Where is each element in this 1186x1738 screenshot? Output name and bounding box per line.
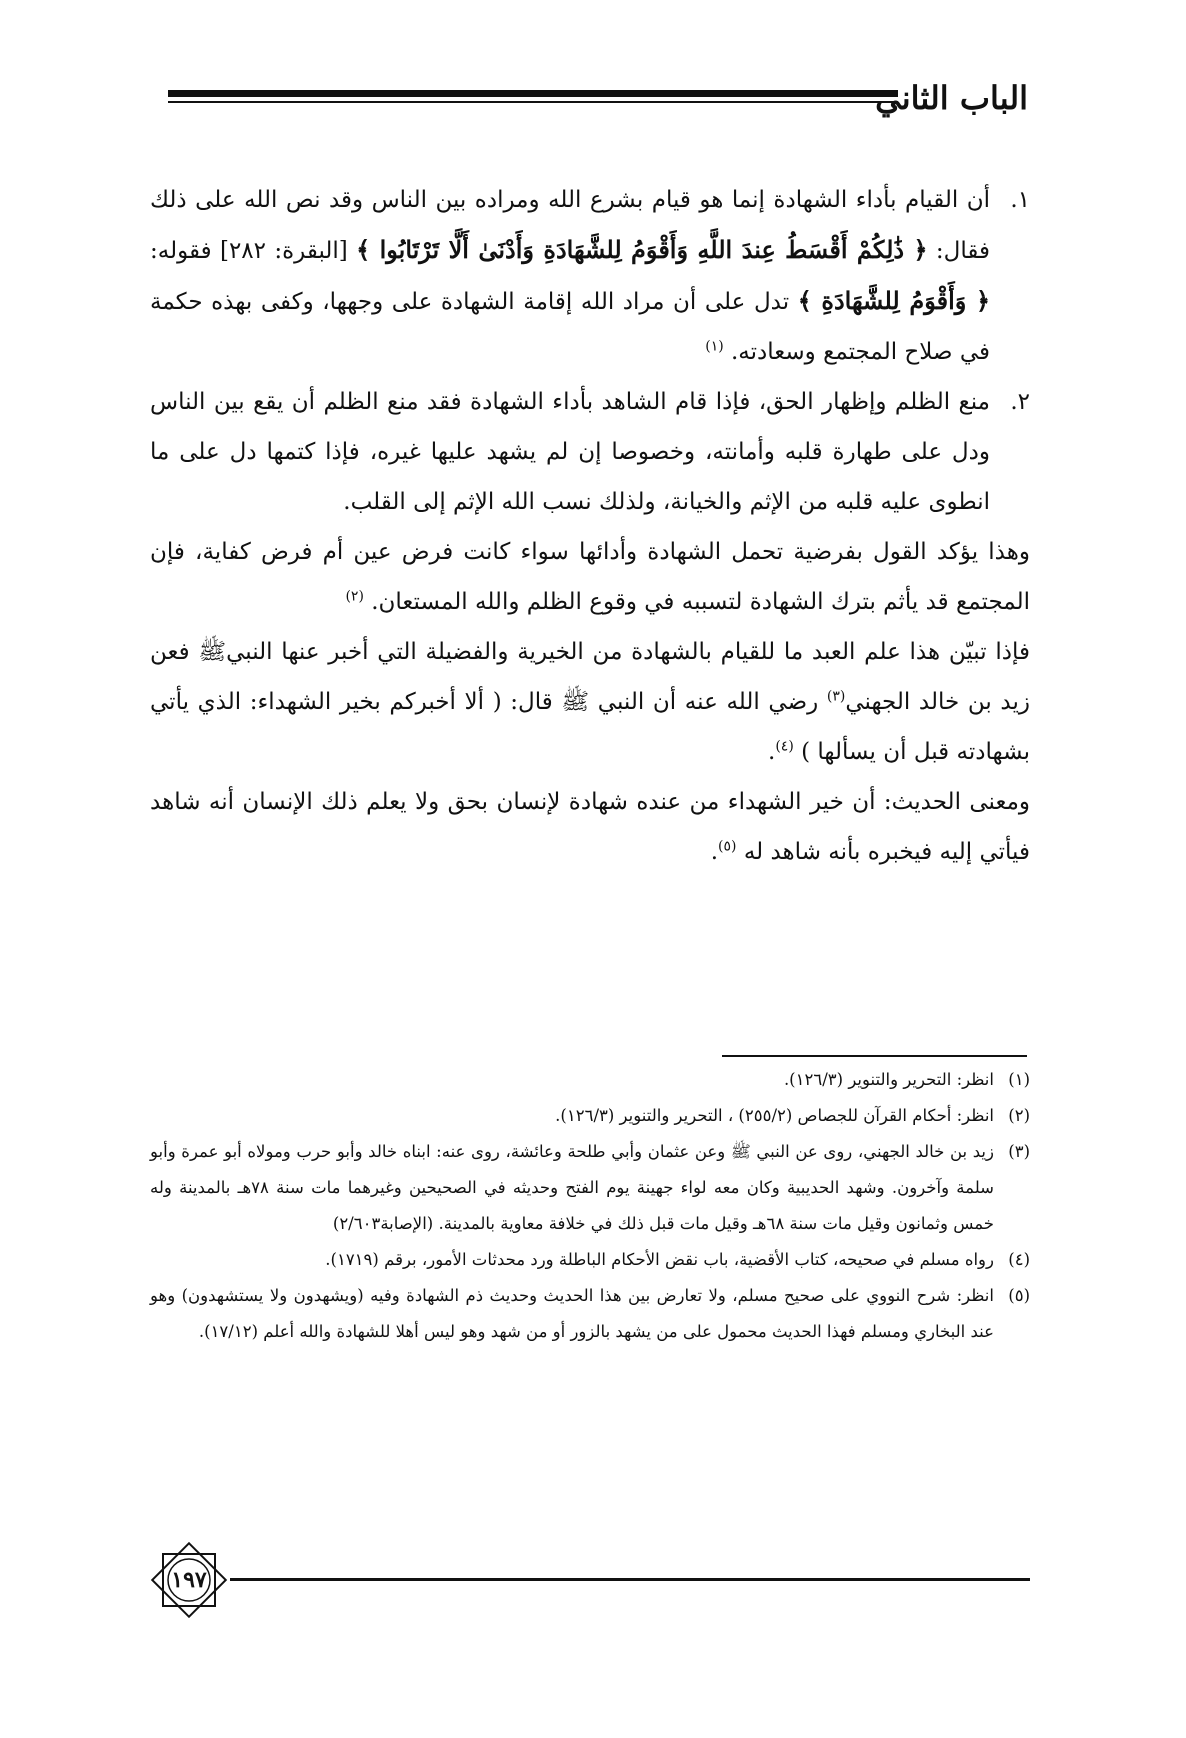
footnote-text: انظر: أحكام القرآن للجصاص (٢٥٥/٢) ، التحرير والتنوير (١٢٦/٣). <box>555 1106 994 1125</box>
chapter-title: الباب الثاني <box>875 79 1028 117</box>
main-text <box>150 175 1030 877</box>
header-rule-thin <box>168 101 898 103</box>
footnote-ref[interactable]: (٤) <box>775 738 794 755</box>
footnote-number: (٤) <box>1008 1250 1030 1269</box>
footnote-ref[interactable]: (٣) <box>826 688 846 705</box>
quran-verse: ﴿ وَأَقْوَمُ لِلشَّهَادَةِ ﴾ <box>797 286 991 315</box>
footnote-number: (٢) <box>1008 1106 1030 1125</box>
footnote-separator <box>722 1055 1027 1057</box>
footnote-3 <box>150 1134 1030 1242</box>
footnote-2 <box>150 1098 1030 1134</box>
quran-verse: ﴿ ذَٰلِكُمْ أَقْسَطُ عِندَ اللَّهِ وَأَقْوَمُ لِلشَّهَادَةِ وَأَدْنَىٰ أَلَّا تَرْتَابُوا ﴾ <box>356 235 928 264</box>
footnote-ref[interactable]: (٢) <box>345 588 364 605</box>
footnote-text: زيد بن خالد الجهني، روى عن النبي ﷺ وعن عثمان وأبي طلحة وعائشة، روى عنه: ابناه خالد وأبو حرب ومولاه أبو عمرة وأبو سلمة وآخرون. وشهد الحديبية وكان معه لواء جهينة يوم الفتح وحديثه في الصحيحين وغيرهما مات سنة ٧٨هـ بالمدينة وله خمس وثمانون وقيل مات سنة ٦٨هـ وقيل مات قبل ذلك في خلافة معاوية بالمدينة. (الإصابة٢/٦٠٣) <box>150 1142 994 1233</box>
footnotes <box>150 1062 1030 1350</box>
page-number: ١٩٧ <box>171 1567 207 1593</box>
footnote-1 <box>150 1062 1030 1098</box>
page-number-badge <box>146 1537 232 1623</box>
footnote-number: (٣) <box>1008 1142 1030 1161</box>
footnote-text: انظر: التحرير والتنوير (١٢٦/٣). <box>783 1070 994 1089</box>
paragraph: وهذا يؤكد القول بفرضية تحمل الشهادة وأدائها سواء كانت فرض عين أم فرض كفاية، فإن المجتمع قد يأثم بترك الشهادة لتسببه في وقوع الظلم والله المستعان. $^{(٢)}$ <box>150 539 1030 615</box>
footnote-5 <box>150 1278 1030 1350</box>
verse-reference: [البقرة: ٢٨٢] <box>219 238 348 264</box>
footnote-number: (١) <box>1008 1070 1030 1089</box>
footnote-ref[interactable]: (٥) <box>718 838 737 855</box>
list-item-2 <box>150 377 1030 527</box>
paragraph: أن القيام بأداء الشهادة إنما هو قيام بشرع الله ومراده بين الناس وقد نص الله على ذلك فقال: ﴿ ذَٰلِكُمْ أَقْسَطُ عِندَ اللَّهِ وَأَقْوَمُ لِلشَّهَادَةِ وَأَدْنَىٰ أَلَّا تَرْتَابُوا ﴾ [البقرة: ٢٨٢] فقوله: ﴿ وَأَقْوَمُ لِلشَّهَادَةِ ﴾ تدل على أن مراد الله إقامة الشهادة على وجهها، وكفى بهذه حكمة في صلاح المجتمع وسعادته. $^{(١)}$ <box>150 187 991 365</box>
header-rule <box>168 90 898 97</box>
list-number: ١. <box>1010 187 1030 213</box>
footnote-text: رواه مسلم في صحيحه، كتاب الأقضية، باب نقض الأحكام الباطلة ورد محدثات الأمور، برقم (١٧١٩). <box>325 1250 994 1269</box>
footnote-4 <box>150 1242 1030 1278</box>
paragraph: فإذا تبيّن هذا علم العبد ما للقيام بالشهادة من الخيرية والفضيلة التي أخبر عنها النبيﷺ فعن زيد بن خالد الجهني$^{(٣)}$ رضي الله عنه أن النبي ﷺ قال: ( ألا أخبركم بخير الشهداء: الذي يأتي بشهادته قبل أن يسألها ) $^{(٤)}$. <box>150 639 1031 765</box>
page-header <box>168 78 1028 128</box>
footnote-text: انظر: شرح النووي على صحيح مسلم، ولا تعارض بين هذا الحديث وحديث ذم الشهادة وفيه (ويشهدون ولا يستشهدون) وهو عند البخاري ومسلم فهذا الحديث محمول على من يشهد بالزور أو من شهد وهو ليس أهلا للشهادة والله أعلم (١٧/١٢). <box>150 1286 994 1341</box>
footnote-number: (٥) <box>1008 1286 1030 1305</box>
paragraph: ومعنى الحديث: أن خير الشهداء من عنده شهادة لإنسان بحق ولا يعلم ذلك الإنسان أنه شاهد فيأتي إليه فيخبره بأنه شاهد له $^{(٥)}$. <box>150 789 1030 865</box>
paragraph: منع الظلم وإظهار الحق، فإذا قام الشاهد بأداء الشهادة فقد منع الظلم أن يقع بين الناس ودل على طهارة قلبه وأمانته، وخصوصا إن لم يشهد عليها غيره، فإذا كتمها دل على ما انطوى عليه قلبه من الإثم والخيانة، ولذلك نسب الله الإثم إلى القلب. <box>150 389 990 515</box>
list-number: ٢. <box>1010 389 1030 415</box>
footer-rule <box>230 1578 1030 1581</box>
footnote-ref[interactable]: (١) <box>705 338 724 355</box>
list-item-1 <box>150 175 1030 377</box>
